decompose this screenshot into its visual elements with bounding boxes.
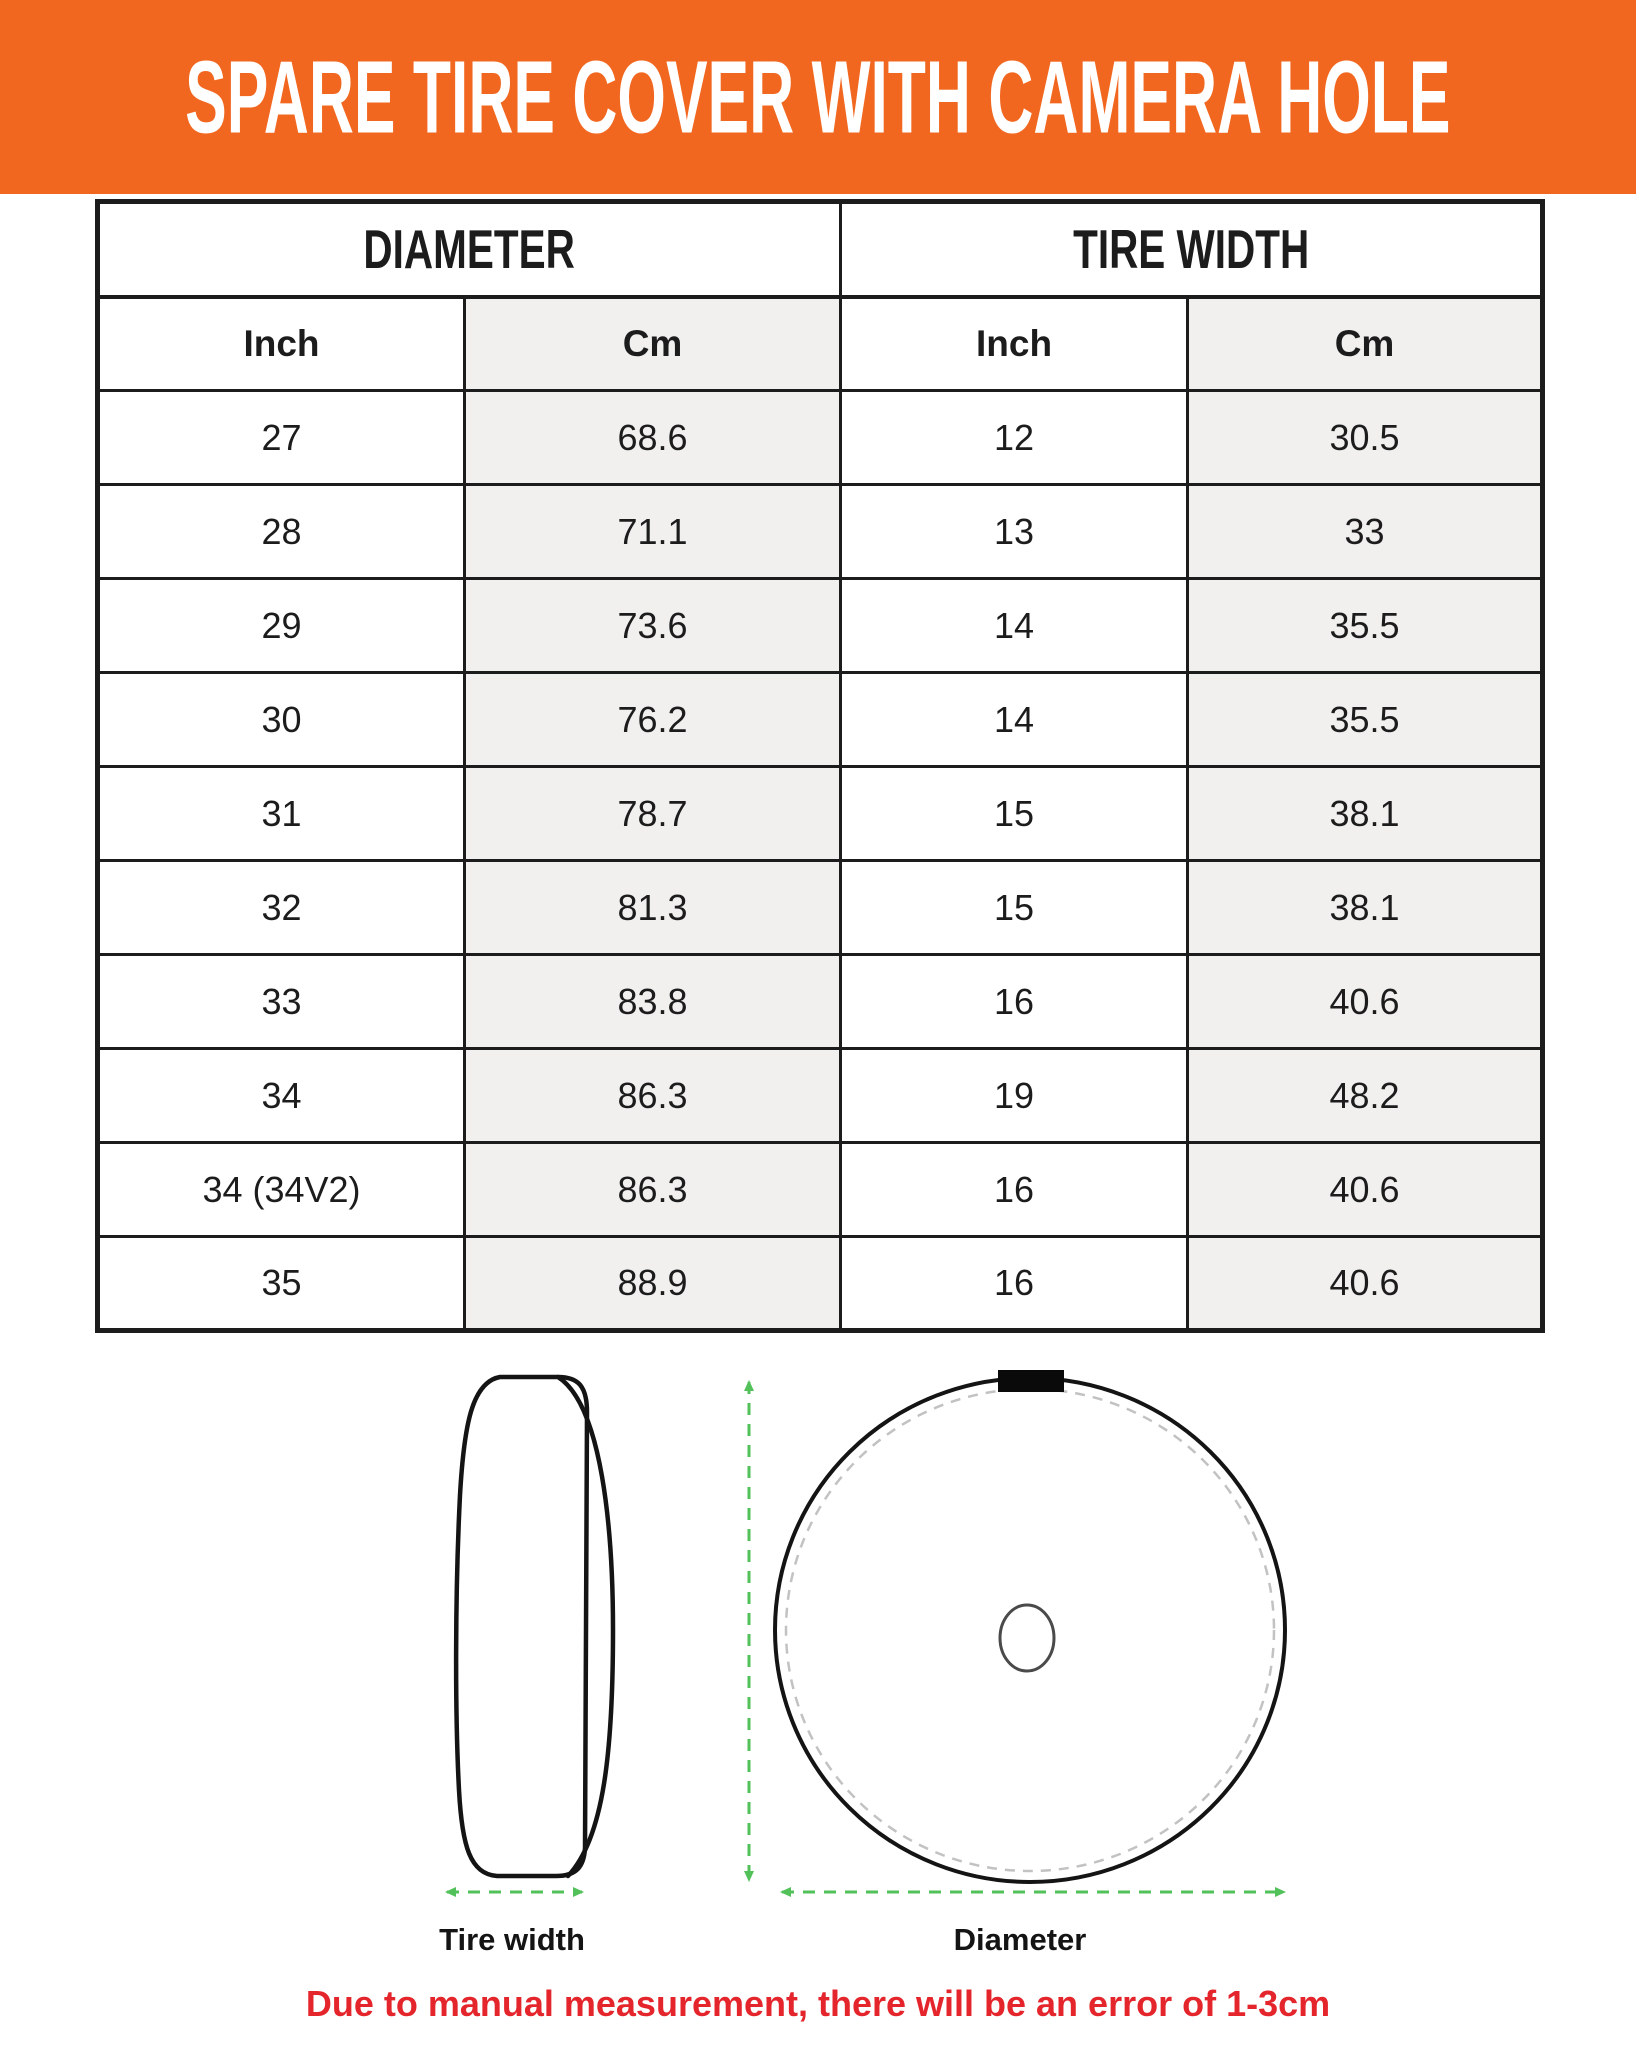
table-cell: 32 [98,861,465,955]
table-row [98,1049,1543,1143]
table-row [98,579,1543,673]
group-header-row [98,202,1543,297]
table-cell: 19 [841,1049,1188,1143]
size-table-head [98,202,1543,391]
table-cell: 35.5 [1188,579,1543,673]
table-row [98,861,1543,955]
tire-width-group-header [841,202,1543,297]
table-cell: 86.3 [465,1049,841,1143]
table-row [98,1237,1543,1331]
table-cell: 88.9 [465,1237,841,1331]
table-row [98,673,1543,767]
table-row [98,391,1543,485]
table-cell: 73.6 [465,579,841,673]
tire-width-group-label: TIRE WIDTH [1072,218,1310,280]
table-cell: 86.3 [465,1143,841,1237]
table-cell: 81.3 [465,861,841,955]
tire-width-label: Tire width [439,1922,585,1957]
tire-front-view [775,1370,1285,1882]
table-cell: 14 [841,579,1188,673]
table-cell: 48.2 [1188,1049,1543,1143]
table-cell: 15 [841,861,1188,955]
table-row [98,767,1543,861]
table-cell: 83.8 [465,955,841,1049]
table-cell: 38.1 [1188,767,1543,861]
table-row [98,955,1543,1049]
measurement-diagram [0,1330,1636,1960]
table-cell: 16 [841,1143,1188,1237]
subheader-row [98,297,1543,391]
diameter-label: Diameter [953,1922,1087,1957]
table-cell: 31 [98,767,465,861]
table-cell: 16 [841,1237,1188,1331]
tire-side-outline [456,1377,587,1876]
table-cell: 34 (34V2) [98,1143,465,1237]
table-cell: 30.5 [1188,391,1543,485]
size-table-body [98,391,1543,1331]
table-cell: 13 [841,485,1188,579]
table-cell: 40.6 [1188,955,1543,1049]
table-cell: 71.1 [465,485,841,579]
table-cell: 78.7 [465,767,841,861]
table-cell: 40.6 [1188,1143,1543,1237]
diameter-group-header [98,202,841,297]
table-cell: 34 [98,1049,465,1143]
page-title: SPARE TIRE COVER WITH CAMERA HOLE [185,38,1451,155]
table-cell: 40.6 [1188,1237,1543,1331]
table-cell: 35.5 [1188,673,1543,767]
tire-width-inch-header: Inch [841,297,1188,391]
diameter-inch-header: Inch [98,297,465,391]
table-cell: 14 [841,673,1188,767]
table-cell: 28 [98,485,465,579]
tire-side-view [456,1377,613,1876]
table-cell: 27 [98,391,465,485]
diameter-group-label: DIAMETER [363,218,576,280]
table-cell: 35 [98,1237,465,1331]
table-cell: 29 [98,579,465,673]
table-cell: 16 [841,955,1188,1049]
diameter-cm-header: Cm [465,297,841,391]
table-cell: 38.1 [1188,861,1543,955]
table-row [98,1143,1543,1237]
measurement-disclaimer: Due to manual measurement, there will be an error of 1-3cm [305,1983,1331,2024]
size-chart-table [95,199,1545,1333]
tire-width-cm-header: Cm [1188,297,1543,391]
table-cell: 76.2 [465,673,841,767]
table-cell: 33 [1188,485,1543,579]
table-cell: 15 [841,767,1188,861]
table-cell: 33 [98,955,465,1049]
table-cell: 68.6 [465,391,841,485]
table-cell: 12 [841,391,1188,485]
table-row [98,485,1543,579]
camera-marker-rect [998,1370,1064,1392]
table-cell: 30 [98,673,465,767]
header-banner [0,0,1636,194]
camera-hole [1000,1605,1054,1671]
